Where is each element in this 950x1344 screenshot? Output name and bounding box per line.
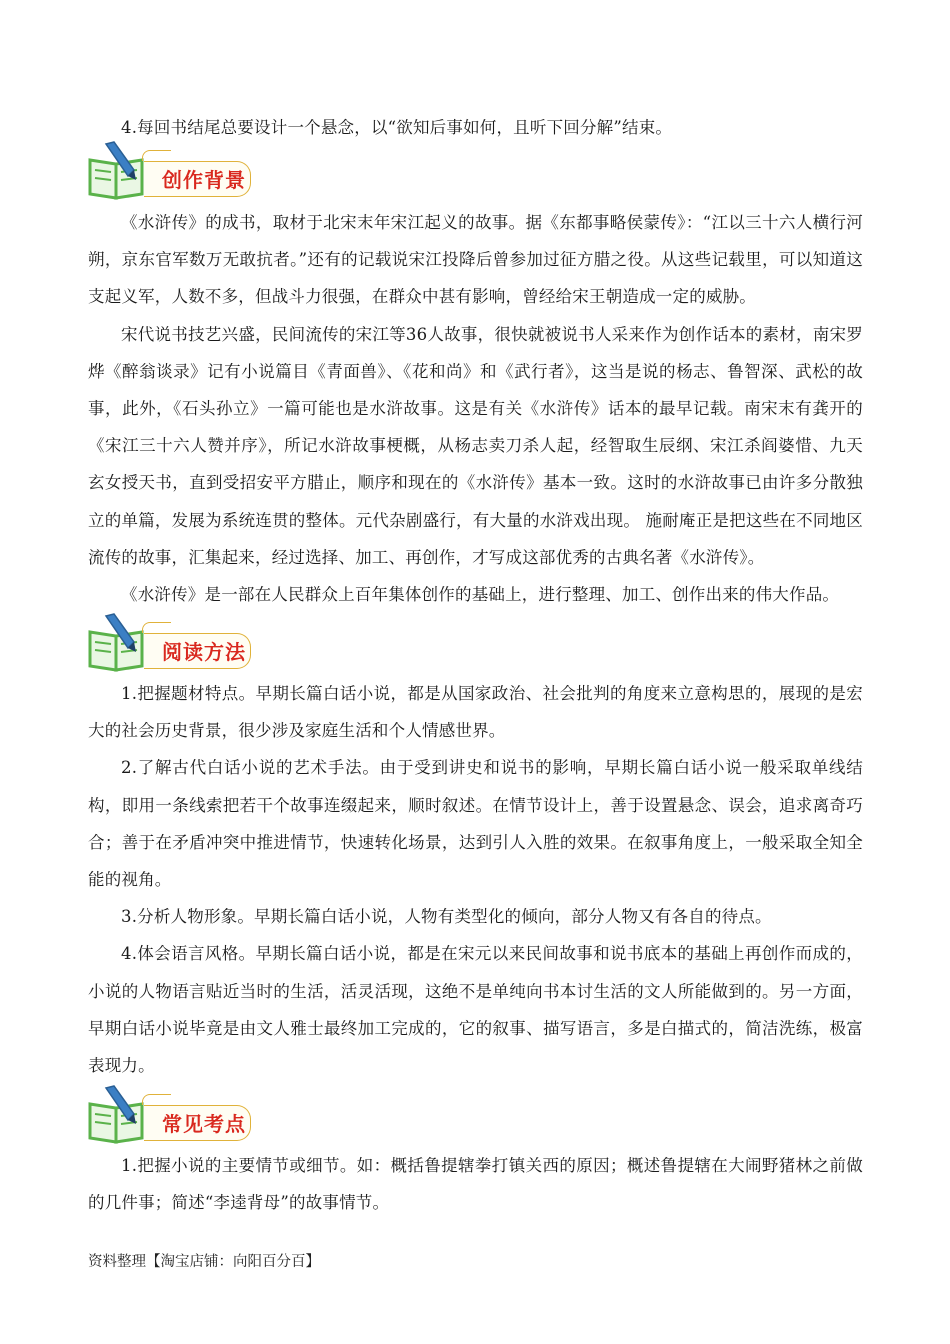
background-section — [88, 204, 863, 613]
paragraph: 1.把握题材特点。早期长篇白话小说，都是从国家政治、社会批判的角度来立意构思的，展现的是宏大的社会历史背景，很少涉及家庭生活和个人情感世界。 — [88, 684, 863, 741]
exam-section — [88, 1147, 863, 1221]
paragraph: 宋代说书技艺兴盛，民间流传的宋江等36人故事，很快就被说书人采来作为创作话本的素材，南宋罗烨《醉翁谈录》记有小说篇目《青面兽》、《花和尚》和《武行者》，这当是说的杨志、鲁智深、武松的故事，此外，《石头孙立》一篇可能也是水浒故事。这是有关《水浒传》话本的最早记载。南宋末有龚开的《宋江三十六人赞并序》，所记水浒故事梗概，从杨志卖刀杀人起，经智取生辰纲、宋江杀阎婆惜、九天玄女授天书，直到受招安平方腊止，顺序和现在的《水浒传》基本一致。这时的水浒故事已由许多分散独立的单篇，发展为系统连贯的整体。元代杂剧盛行，有大量的水浒戏出现。 施耐庵正是把这些在不同地区流传的故事，汇集起来，经过选择、加工、再创作，才写成这部优秀的古典名著《水浒传》。 — [88, 324, 863, 567]
paragraph: 4.体会语言风格。早期长篇白话小说，都是在宋元以来民间故事和说书底本的基础上再创作而成的，小说的人物语言贴近当时的生活，活灵活现，这绝不是单纯向书本讨生活的文人所能做到的。另一方面，早期白话小说毕竟是由文人雅士最终加工完成的，它的叙事、描写语言，多是白描式的，简洁洗练，极富表现力。 — [88, 944, 863, 1076]
paragraph: 1.把握小说的主要情节或细节。如：概括鲁提辖拳打镇关西的原因；概述鲁提辖在大闹野猪林之前做的几件事；简述“李逵背母”的故事情节。 — [88, 1156, 863, 1213]
paragraph: 3.分析人物形象。早期长篇白话小说，人物有类型化的倾向，部分人物又有各自的待点。 — [121, 907, 772, 927]
page-footer: 资料整理【淘宝店铺：向阳百分百】 — [88, 1254, 320, 1270]
heading-title: 创作背景 — [162, 168, 246, 192]
section-heading-reading — [86, 612, 286, 674]
section-heading-exam — [86, 1084, 286, 1146]
book-pencil-icon — [86, 1084, 148, 1146]
heading-title: 阅读方法 — [162, 640, 246, 664]
book-pencil-icon — [86, 140, 148, 202]
intro-item-4: 4.每回书结尾总要设计一个悬念，以“欲知后事如何，且听下回分解”结束。 — [121, 118, 673, 137]
book-pencil-icon — [86, 612, 148, 674]
reading-section — [88, 675, 863, 1084]
heading-title: 常见考点 — [162, 1112, 246, 1136]
paragraph: 2.了解古代白话小说的艺术手法。由于受到讲史和说书的影响，早期长篇白话小说一般采取单线结构，即用一条线索把若干个故事连缀起来，顺时叙述。在情节设计上，善于设置悬念、误会，追求离奇巧合；善于在矛盾冲突中推进情节，快速转化场景，达到引人入胜的效果。在叙事角度上，一般采取全知全能的视角。 — [88, 758, 863, 890]
section-heading-background — [86, 140, 286, 202]
paragraph: 《水浒传》的成书，取材于北宋末年宋江起义的故事。据《东都事略侯蒙传》：“江以三十六人横行河朔，京东官军数万无敢抗者。”还有的记载说宋江投降后曾参加过征方腊之役。从这些记载里，可以知道这支起义军，人数不多，但战斗力很强，在群众中甚有影响，曾经给宋王朝造成一定的威胁。 — [88, 213, 863, 307]
paragraph: 《水浒传》是一部在人民群众上百年集体创作的基础上，进行整理、加工、创作出来的伟大作品。 — [121, 585, 840, 605]
